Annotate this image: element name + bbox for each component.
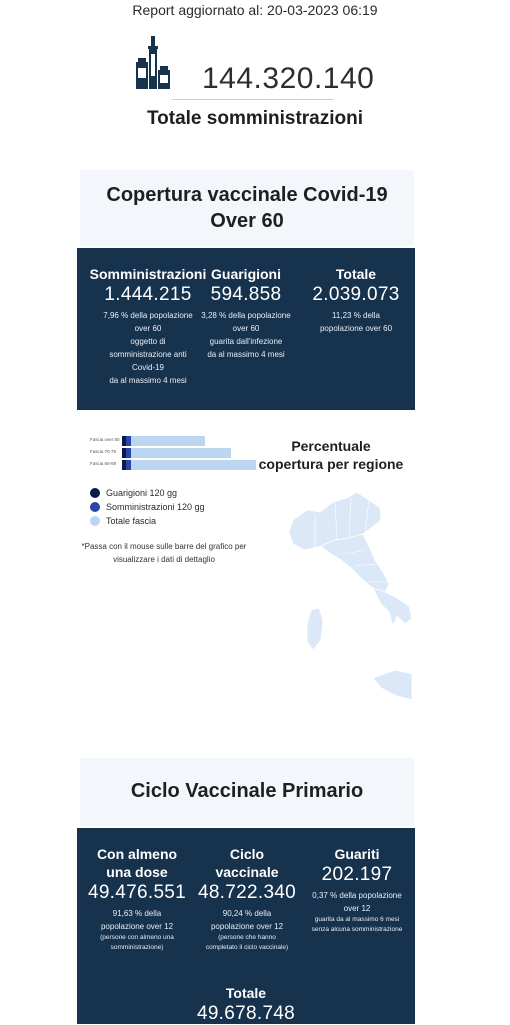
stat-title: Guarigioni bbox=[211, 266, 281, 282]
legend-dot bbox=[90, 516, 100, 526]
stat-title: Guariti bbox=[334, 846, 380, 862]
stat-note: 0,37 % della popolazione over 12 bbox=[312, 891, 402, 913]
over60-stats-panel bbox=[77, 248, 415, 410]
stat-value: 49.476.551 bbox=[87, 882, 187, 903]
stat-note-small: (persone con almeno una somministrazione) bbox=[100, 934, 174, 951]
stat-almeno-una-dose bbox=[83, 845, 191, 953]
divider bbox=[172, 99, 334, 100]
stat-title: Somministrazioni bbox=[89, 266, 207, 282]
map-region-sicily[interactable] bbox=[373, 670, 412, 700]
bar-segment[interactable] bbox=[131, 448, 231, 458]
total-administrations-value: 144.320.140 bbox=[202, 62, 375, 95]
map-title: Percentuale copertura per regione bbox=[258, 438, 404, 472]
bar-segment[interactable] bbox=[131, 436, 205, 446]
bar-category-label: Fascia 70-79 bbox=[90, 449, 117, 454]
bar-row[interactable] bbox=[86, 460, 256, 470]
chart-legend bbox=[90, 486, 205, 528]
stat-title: Totale bbox=[225, 985, 267, 1001]
stat-value: 1.444.215 bbox=[104, 284, 192, 305]
legend-label: Guarigioni 120 gg bbox=[106, 488, 178, 498]
stat-note: 11,23 % della popolazione over 60 bbox=[319, 311, 393, 333]
stat-note: 91,63 % della popolazione over 12 bbox=[100, 909, 174, 931]
stat-title: Con almeno una dose bbox=[96, 846, 178, 880]
legend-dot bbox=[90, 502, 100, 512]
stat-guarigioni bbox=[201, 265, 291, 361]
vaccine-vials-icon bbox=[132, 36, 174, 92]
primary-cycle-header bbox=[80, 758, 414, 826]
bar-segment[interactable] bbox=[131, 460, 256, 470]
chart-hover-hint: *Passa con il mouse sulle barre del grafico per visualizzare i dati di dettaglio bbox=[81, 542, 247, 564]
stat-value: 49.678.748 bbox=[196, 1003, 296, 1024]
age-band-bar-chart bbox=[86, 432, 256, 480]
legend-item-somministrazioni[interactable] bbox=[90, 500, 205, 514]
primary-cycle-title: Ciclo Vaccinale Primario bbox=[130, 780, 364, 802]
stat-totale-primary bbox=[177, 984, 315, 1025]
bar-category-label: Fascia 60-69 bbox=[90, 461, 117, 466]
stat-guariti bbox=[307, 845, 407, 935]
legend-dot bbox=[90, 488, 100, 498]
stat-value: 48.722.340 bbox=[197, 882, 297, 903]
stat-note-small: guarita da al massimo 6 mesi senza alcuna somministrazione bbox=[311, 916, 403, 933]
primary-cycle-stats-panel bbox=[77, 828, 415, 1024]
stat-value: 202.197 bbox=[321, 864, 393, 885]
stat-title: Ciclo vaccinale bbox=[215, 846, 279, 880]
stat-value: 2.039.073 bbox=[312, 284, 400, 305]
stat-note: 7,96 % della popolazione over 60 oggetto di somministrazione anti Covid-19 da al massimo 4 mesi bbox=[103, 311, 193, 385]
stat-note: 3,28 % della popolazione over 60 guarita dall'infezione da al massimo 4 mesi bbox=[201, 311, 291, 359]
stat-totale bbox=[303, 265, 409, 335]
over60-title-line2: Over 60 bbox=[210, 210, 284, 232]
bar-row[interactable] bbox=[86, 448, 256, 458]
legend-item-totale[interactable] bbox=[90, 514, 205, 528]
map-region-south[interactable] bbox=[373, 588, 412, 626]
stat-ciclo-vaccinale bbox=[195, 845, 299, 953]
map-region-sardinia[interactable] bbox=[307, 608, 323, 650]
bar-category-label: Fascia over 80 bbox=[90, 437, 120, 442]
legend-item-guarigioni[interactable] bbox=[90, 486, 205, 500]
stat-value: 594.858 bbox=[210, 284, 282, 305]
total-administrations-caption: Totale somministrazioni bbox=[146, 108, 364, 129]
bar-row[interactable] bbox=[86, 436, 256, 446]
map-region-center[interactable] bbox=[321, 534, 389, 592]
legend-label: Somministrazioni 120 gg bbox=[106, 502, 205, 512]
legend-label: Totale fascia bbox=[106, 516, 157, 526]
stat-note: 90,24 % della popolazione over 12 bbox=[210, 909, 284, 931]
over60-title-line1: Copertura vaccinale Covid-19 bbox=[106, 184, 388, 206]
stat-somministrazioni bbox=[85, 265, 211, 387]
stat-note-small: (persone che hanno completato il ciclo vaccinale) bbox=[205, 934, 289, 951]
italy-regions-map bbox=[285, 490, 415, 705]
over60-header bbox=[80, 170, 414, 246]
stat-title: Totale bbox=[335, 266, 377, 282]
report-updated-label: Report aggiornato al: 20-03-2023 06:19 bbox=[132, 2, 378, 18]
